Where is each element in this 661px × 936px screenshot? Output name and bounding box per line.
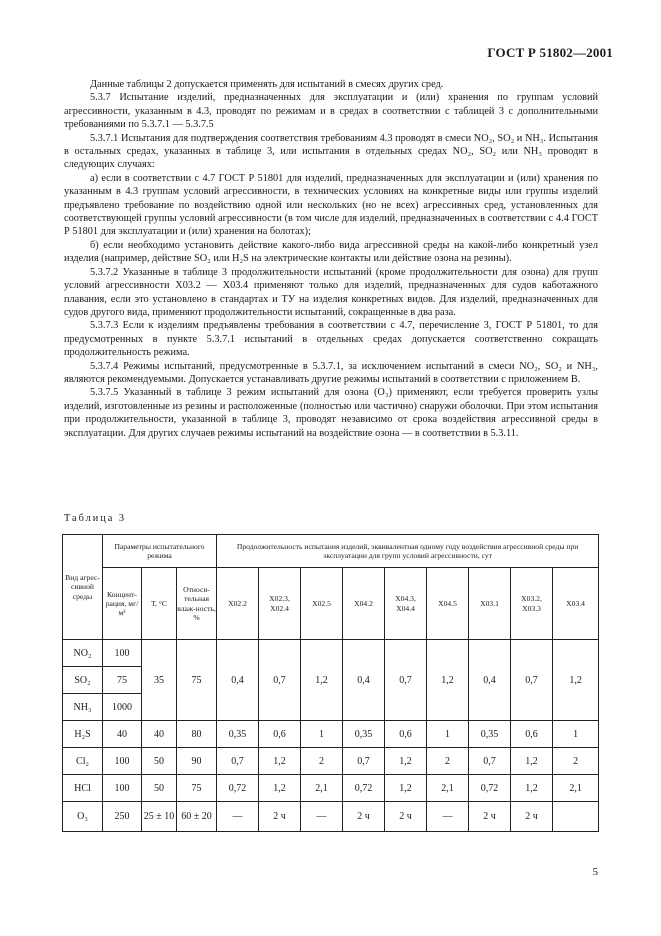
value-cell: 0,7 bbox=[511, 640, 553, 721]
standard-header: ГОСТ Р 51802—2001 bbox=[487, 45, 613, 60]
value-cell: 0,7 bbox=[343, 748, 385, 775]
hum-cell: 75 bbox=[177, 775, 217, 802]
clause-5-3-7-5: 5.3.7.5 Указанный в таблице 3 режим испытаний для озона (O₃) применяют, если требуется проверить узлы изделий, изготовленные из резины и расположенные (полностью или частично) снаружи оболочки. При этом испытания при продолжительности, указанной в таблице 3, проводят независимо от срока воздействия агрессивной среды в эксплуатации. Для других случаев режимы испытаний на воздействие озона — в соответствии в 5.3.11. bbox=[64, 387, 598, 439]
table-row bbox=[63, 640, 599, 667]
value-cell: 0,6 bbox=[511, 721, 553, 748]
value-cell: — bbox=[217, 802, 259, 832]
value-cell: 2 ч bbox=[385, 802, 427, 832]
value-cell: 2 ч bbox=[259, 802, 301, 832]
value-cell: 2 ч bbox=[469, 802, 511, 832]
value-cell: — bbox=[427, 802, 469, 832]
group-header: Х02.3, Х02.4 bbox=[259, 568, 301, 640]
table-3 bbox=[62, 534, 599, 832]
hum-header: Относи-тельная влаж-ность, % bbox=[177, 568, 217, 640]
value-cell: 2 bbox=[301, 748, 343, 775]
group-header: Х04.3, Х04.4 bbox=[385, 568, 427, 640]
clause-5-3-7-4: 5.3.7.4 Режимы испытаний, предусмотренные в 5.3.7.1, за исключением испытаний в смеси NO₂, SO₂ и NH₃, являются рекомендуемыми. Допускается устанавливать другие режимы испытаний в соответствии с приложением В. bbox=[64, 360, 598, 385]
value-cell: 0,72 bbox=[469, 775, 511, 802]
hum-cell: 80 bbox=[177, 721, 217, 748]
value-cell: 0,72 bbox=[343, 775, 385, 802]
value-cell: 1,2 bbox=[385, 748, 427, 775]
value-cell: 1,2 bbox=[553, 640, 599, 721]
env-cell: HCl bbox=[63, 775, 103, 802]
clause-5-3-7-3: 5.3.7.3 Если к изделиям предъявлены требования в соответствии с 4.7, перечисление 3, ГОСТ Р 51801, то для предусмотренных в пункте 5.3.7.1 испытаний в отдельных средах допускается соответственно сокращать продолжительность режима. bbox=[64, 320, 598, 359]
hum-cell: 60 ± 20 bbox=[177, 802, 217, 832]
conc-cell: 40 bbox=[103, 721, 142, 748]
group-header: Х03.1 bbox=[469, 568, 511, 640]
conc-cell: 1000 bbox=[103, 694, 142, 721]
value-cell: 0,4 bbox=[469, 640, 511, 721]
temp-cell: 35 bbox=[142, 640, 177, 721]
document-body bbox=[64, 78, 598, 440]
value-cell: 2 bbox=[427, 748, 469, 775]
value-cell: 1 bbox=[553, 721, 599, 748]
value-cell: — bbox=[301, 802, 343, 832]
value-cell: 2 ч bbox=[343, 802, 385, 832]
value-cell: 2 bbox=[553, 748, 599, 775]
table-row bbox=[63, 775, 599, 802]
env-header: Вид агрес-сивной среды bbox=[63, 535, 103, 640]
temp-header: Т, °С bbox=[142, 568, 177, 640]
value-cell: 0,7 bbox=[217, 748, 259, 775]
value-cell: 1,2 bbox=[427, 640, 469, 721]
clause-5-3-7-1: 5.3.7.1 Испытания для подтверждения соответствия требованиям 4.3 проводят в смеси NO₂, SO₂ и NH₃. Испытания в остальных средах, указанных в таблице 3, или испытания в отдельных средах NO₂, SO₂ или NH₃ проводят в следующих случаях: bbox=[64, 132, 598, 171]
group-header: Х02.5 bbox=[301, 568, 343, 640]
value-cell: 0,35 bbox=[343, 721, 385, 748]
group-header: Х04.5 bbox=[427, 568, 469, 640]
value-cell: 2 ч bbox=[511, 802, 553, 832]
value-cell: 0,7 bbox=[259, 640, 301, 721]
value-cell: 1,2 bbox=[385, 775, 427, 802]
group-header: Х03.2, Х03.3 bbox=[511, 568, 553, 640]
value-cell: 0,7 bbox=[385, 640, 427, 721]
value-cell: 0,7 bbox=[469, 748, 511, 775]
value-cell: 0,6 bbox=[385, 721, 427, 748]
value-cell: 0,4 bbox=[217, 640, 259, 721]
item-b: б) если необходимо установить действие какого-либо вида агрессивной среды на какой-либо конкретный узел изделия (например, действие SO₂ или H₂S на электрические контакты или действие озона на резины). bbox=[64, 239, 598, 265]
table-row bbox=[63, 802, 599, 832]
env-cell: NH₃ bbox=[63, 694, 103, 721]
group-header: Х02.2 bbox=[217, 568, 259, 640]
hum-cell: 75 bbox=[177, 640, 217, 721]
item-a: а) если в соответствии с 4.7 ГОСТ Р 51801 для изделий, предназначенных для эксплуатации и (или) хранения по указанным в 4.3 группам условий агрессивности, в технических условиях на конкретные виды или группы изделий предъявлено требование по воздействию одной или нескольких (но не всех) агрессивных сред, установленных для соответствующей группы условий агрессивности (в том числе для изделий, предназначенных в соответствии с 4.4 ГОСТ Р 51801 для эксплуатации и (или) хранения на болотах); bbox=[64, 172, 598, 238]
conc-cell: 100 bbox=[103, 640, 142, 667]
value-cell: 2,1 bbox=[553, 775, 599, 802]
env-cell: NO₂ bbox=[63, 640, 103, 667]
value-cell: 2,1 bbox=[301, 775, 343, 802]
conc-header: Концент-рация, мг/м³ bbox=[103, 568, 142, 640]
value-cell: 2,1 bbox=[427, 775, 469, 802]
env-cell: H₂S bbox=[63, 721, 103, 748]
params-header: Параметры испытательного режима bbox=[103, 535, 217, 568]
temp-cell: 40 bbox=[142, 721, 177, 748]
table-row bbox=[63, 748, 599, 775]
conc-cell: 250 bbox=[103, 802, 142, 832]
group-header: Х04.2 bbox=[343, 568, 385, 640]
env-cell: O₃ bbox=[63, 802, 103, 832]
hum-cell: 90 bbox=[177, 748, 217, 775]
env-cell: SO₂ bbox=[63, 667, 103, 694]
value-cell: 1,2 bbox=[511, 775, 553, 802]
temp-cell: 50 bbox=[142, 775, 177, 802]
note-paragraph: Данные таблицы 2 допускается применять для испытаний в смесях других сред. bbox=[90, 79, 444, 90]
temp-cell: 25 ± 10 bbox=[142, 802, 177, 832]
duration-header: Продолжительность испытания изделий, эквивалентная одному году воздействия агрессивной среды при эксплуатации для групп условий агрессивности, сут bbox=[217, 535, 599, 568]
clause-5-3-7: 5.3.7 Испытание изделий, предназначенных для эксплуатации и (или) хранения по группам условий агрессивности, указанным в 4.3, проводят по режимам и в средах в соответствии с таблицей 3 с дополнительными требованиями по 5.3.7.1 — 5.3.7.5 bbox=[64, 92, 598, 131]
value-cell: 1,2 bbox=[511, 748, 553, 775]
temp-cell: 50 bbox=[142, 748, 177, 775]
value-cell: 0,35 bbox=[469, 721, 511, 748]
env-cell: Cl₂ bbox=[63, 748, 103, 775]
value-cell: 0,72 bbox=[217, 775, 259, 802]
conc-cell: 100 bbox=[103, 748, 142, 775]
value-cell: 1,2 bbox=[259, 748, 301, 775]
value-cell: 1 bbox=[301, 721, 343, 748]
table-caption: Таблица 3 bbox=[64, 513, 127, 524]
value-cell: 0,6 bbox=[259, 721, 301, 748]
conc-cell: 75 bbox=[103, 667, 142, 694]
page-number: 5 bbox=[592, 866, 598, 878]
value-cell: 0,4 bbox=[343, 640, 385, 721]
group-header: Х03.4 bbox=[553, 568, 599, 640]
table-row bbox=[63, 721, 599, 748]
value-cell: 1,2 bbox=[301, 640, 343, 721]
value-cell bbox=[553, 802, 599, 832]
clause-5-3-7-2: 5.3.7.2 Указанные в таблице 3 продолжительности испытаний (кроме продолжительности для озона) для групп условий агрессивности Х03.2 — Х03.4 применяют только для изделий, предназначенных для судов каботажного плавания, если это установлено в стандартах и ТУ на изделия конкретных видов. Для изделий, предназначенных для судов другого вида, применяют продолжительности испытаний, сокращенные в два раза. bbox=[64, 266, 598, 318]
conc-cell: 100 bbox=[103, 775, 142, 802]
value-cell: 1 bbox=[427, 721, 469, 748]
value-cell: 1,2 bbox=[259, 775, 301, 802]
value-cell: 0,35 bbox=[217, 721, 259, 748]
